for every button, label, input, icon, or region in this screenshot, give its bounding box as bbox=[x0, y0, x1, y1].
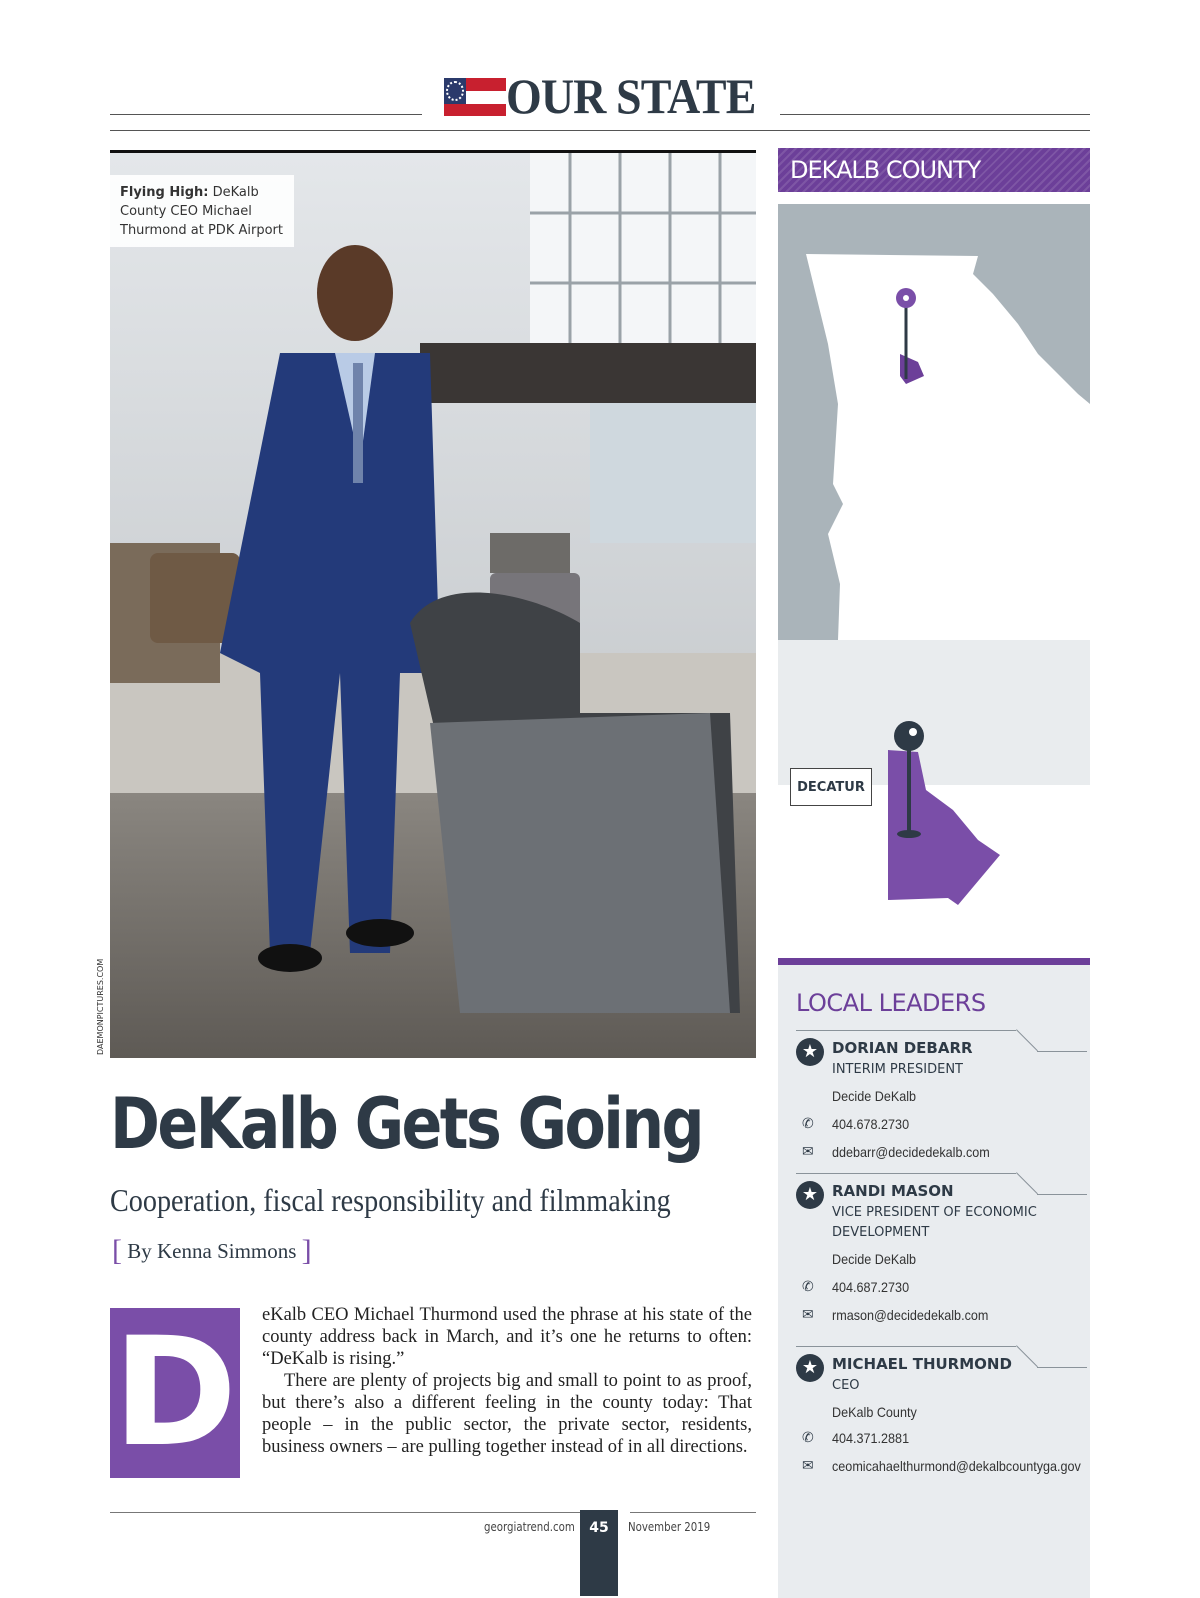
local-leaders-title: LOCAL LEADERS bbox=[796, 989, 986, 1017]
leader-title: INTERIM PRESIDENT bbox=[832, 1062, 963, 1077]
star-icon: ★ bbox=[796, 1181, 824, 1209]
leader-rule-angle bbox=[1016, 1029, 1038, 1051]
georgia-map bbox=[778, 204, 1090, 640]
caption-bold: Flying High: bbox=[120, 185, 209, 200]
leader-rule-angle bbox=[1016, 1345, 1038, 1367]
footer-rule-right bbox=[630, 1512, 756, 1513]
leader-name: MICHAEL THURMOND bbox=[832, 1355, 1012, 1373]
mail-icon: ✉ bbox=[802, 1307, 814, 1323]
leader-rule-tail bbox=[1037, 1367, 1087, 1368]
feature-photo bbox=[110, 150, 756, 1058]
phone-icon: ✆ bbox=[802, 1116, 814, 1132]
leader-title: VICE PRESIDENT OF ECONOMIC DEVELOPMENT bbox=[832, 1205, 1037, 1240]
paragraph-2: There are plenty of projects big and small to point to as proof, but there’s also a different feeling in the county today: That people – in the public sector, the private sector, residents, business owners – are pulling together instead of in all directions. bbox=[262, 1371, 752, 1457]
phone-icon: ✆ bbox=[802, 1279, 814, 1295]
leader-rule bbox=[796, 1346, 1016, 1347]
leader-rule-tail bbox=[1037, 1194, 1087, 1195]
leader-name: DORIAN DEBARR bbox=[832, 1039, 973, 1057]
leader-rule-tail bbox=[1037, 1051, 1087, 1052]
article-headline: DeKalb Gets Going bbox=[110, 1083, 703, 1165]
leader-rule bbox=[796, 1173, 1016, 1174]
leader-email[interactable]: ddebarr@decidedekalb.com bbox=[832, 1144, 990, 1160]
leader-email[interactable]: rmason@decidedekalb.com bbox=[832, 1307, 989, 1323]
phone-icon: ✆ bbox=[802, 1430, 814, 1446]
star-icon: ★ bbox=[796, 1038, 824, 1066]
footer-date: November 2019 bbox=[628, 1520, 711, 1534]
leader-org: Decide DeKalb bbox=[832, 1088, 917, 1104]
byline bbox=[112, 1236, 312, 1266]
leader-email[interactable]: ceomicahaelthurmond@dekalbcountyga.gov bbox=[832, 1458, 1081, 1474]
byline-text: By Kenna Simmons bbox=[127, 1239, 297, 1263]
article-body bbox=[262, 1304, 752, 1458]
leader-title: CEO bbox=[832, 1378, 860, 1393]
header-rule-bottom bbox=[110, 130, 1090, 131]
leader-entry-debarr bbox=[796, 1030, 1086, 1170]
leader-org: DeKalb County bbox=[832, 1404, 917, 1420]
drop-cap: D bbox=[110, 1308, 240, 1478]
caption-text: DeKalb County CEO Michael Thurmond at PDK Airport bbox=[120, 185, 283, 238]
leader-org: Decide DeKalb bbox=[832, 1251, 917, 1267]
leader-phone[interactable]: 404.687.2730 bbox=[832, 1279, 910, 1295]
mail-icon: ✉ bbox=[802, 1458, 814, 1474]
photo-illustration bbox=[110, 153, 756, 1058]
georgia-map-shape bbox=[778, 204, 1090, 640]
county-title: DEKALB COUNTY bbox=[778, 148, 1090, 192]
leader-entry-mason bbox=[796, 1173, 1086, 1333]
mail-icon: ✉ bbox=[802, 1144, 814, 1160]
bracket-left-icon: [ bbox=[112, 1234, 122, 1267]
footer-url[interactable]: georgiatrend.com bbox=[484, 1520, 575, 1534]
section-title: OUR STATE bbox=[506, 68, 756, 124]
leader-name: RANDI MASON bbox=[832, 1182, 954, 1200]
paragraph-1: eKalb CEO Michael Thurmond used the phrase at his state of the county address back in March, and it’s one he returns to often: “DeKalb is rising.” bbox=[262, 1305, 752, 1369]
page-number: 45 bbox=[580, 1510, 618, 1596]
header-rule-right bbox=[780, 114, 1090, 115]
leader-rule-angle bbox=[1016, 1172, 1038, 1194]
header-rule-left bbox=[110, 114, 422, 115]
star-icon: ★ bbox=[796, 1354, 824, 1382]
bracket-right-icon: ] bbox=[301, 1234, 312, 1267]
photo-credit: DAEMONPICTURES.COM bbox=[96, 958, 105, 1055]
photo-caption bbox=[110, 175, 294, 247]
leader-entry-thurmond bbox=[796, 1346, 1086, 1486]
leader-rule bbox=[796, 1030, 1016, 1031]
georgia-flag-icon bbox=[444, 78, 506, 116]
leader-phone[interactable]: 404.371.2881 bbox=[832, 1430, 910, 1446]
article-deck: Cooperation, fiscal responsibility and filmmaking bbox=[110, 1182, 671, 1218]
footer-rule-left bbox=[110, 1512, 580, 1513]
decatur-label: DECATUR bbox=[790, 768, 872, 806]
leader-phone[interactable]: 404.678.2730 bbox=[832, 1116, 910, 1132]
